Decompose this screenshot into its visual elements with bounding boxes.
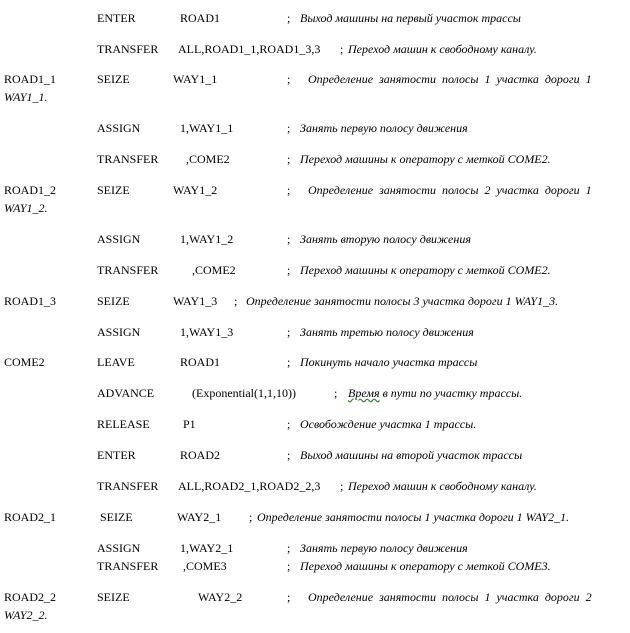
operand: WAY1_1 xyxy=(173,72,218,86)
operand: WAY1_2 xyxy=(173,183,218,197)
label: COME2 xyxy=(4,355,45,369)
comment-continuation: WAY1_1. xyxy=(4,90,48,104)
operator: SEIZE xyxy=(97,183,130,197)
operand: ,COME2 xyxy=(192,263,236,277)
operand: (Exponential(1,1,10)) xyxy=(192,386,296,400)
separator: ; xyxy=(287,541,291,555)
separator: ; xyxy=(249,510,253,524)
operand: ,COME3 xyxy=(183,559,227,573)
operand: WAY2_1 xyxy=(177,510,222,524)
separator: ; xyxy=(334,386,338,400)
operator: TRANSFER xyxy=(97,263,159,277)
comment: Определение занятости полосы 1 участка дороги 1 xyxy=(308,72,592,86)
operator: TRANSFER xyxy=(97,559,159,573)
separator: ; xyxy=(287,448,291,462)
label: ROAD1_1 xyxy=(4,72,57,86)
comment-continuation: WAY1_2. xyxy=(4,201,48,215)
operand: P1 xyxy=(183,417,196,431)
operator: LEAVE xyxy=(97,355,135,369)
comment: Занять третью полосу движения xyxy=(300,325,474,339)
operand: ALL,ROAD2_1,ROAD2_2,3 xyxy=(178,479,321,493)
separator: ; xyxy=(287,11,291,25)
label: ROAD2_1 xyxy=(4,510,57,524)
comment: Определение занятости полосы 1 участка дороги 1 WAY2_1. xyxy=(257,510,570,524)
operand: ALL,ROAD1_1,ROAD1_3,3 xyxy=(178,42,321,56)
separator: ; xyxy=(340,42,344,56)
operator: ASSIGN xyxy=(97,325,141,339)
operator: SEIZE xyxy=(97,294,130,308)
comment: Покинуть начало участка трассы xyxy=(300,355,478,369)
comment xyxy=(348,386,522,400)
operand: 1,WAY1_2 xyxy=(180,232,234,246)
separator: ; xyxy=(287,325,291,339)
comment: Определение занятости полосы 1 участка дороги 2 xyxy=(308,590,592,604)
label: ROAD1_3 xyxy=(4,294,57,308)
operator: SEIZE xyxy=(97,590,130,604)
separator: ; xyxy=(287,72,291,86)
comment-rest: в пути по участку трассы. xyxy=(379,386,523,400)
separator: ; xyxy=(234,294,238,308)
operand: ROAD1 xyxy=(180,11,221,25)
label: ROAD1_2 xyxy=(4,183,57,197)
operator: ADVANCE xyxy=(97,386,155,400)
operand: ,COME2 xyxy=(186,152,230,166)
operator: SEIZE xyxy=(100,510,133,524)
separator: ; xyxy=(287,232,291,246)
operator: RELEASE xyxy=(97,417,150,431)
separator: ; xyxy=(287,355,291,369)
comment: Переход машин к свободному каналу. xyxy=(348,479,537,493)
separator: ; xyxy=(340,479,344,493)
comment: Определение занятости полосы 2 участка дороги 1 xyxy=(308,183,592,197)
operand: 1,WAY2_1 xyxy=(180,541,234,555)
operator: ENTER xyxy=(97,11,136,25)
separator: ; xyxy=(287,417,291,431)
operand: 1,WAY1_1 xyxy=(180,121,234,135)
operator: ASSIGN xyxy=(97,121,141,135)
comment: Выход машины на второй участок трассы xyxy=(300,448,523,462)
separator: ; xyxy=(287,183,291,197)
comment: Занять вторую полосу движения xyxy=(300,232,471,246)
operand: WAY2_2 xyxy=(198,590,243,604)
label: ROAD2_2 xyxy=(4,590,57,604)
comment-continuation: WAY2_2. xyxy=(4,608,48,622)
operator: ASSIGN xyxy=(97,232,141,246)
operator: TRANSFER xyxy=(97,152,159,166)
comment: Выход машины на первый участок трассы xyxy=(300,11,521,25)
separator: ; xyxy=(287,559,291,573)
separator: ; xyxy=(287,121,291,135)
operator: ENTER xyxy=(97,448,136,462)
operator: ASSIGN xyxy=(97,541,141,555)
operator: TRANSFER xyxy=(97,479,159,493)
operator: TRANSFER xyxy=(97,42,159,56)
comment: Переход машин к свободному каналу. xyxy=(348,42,537,56)
operand: ROAD2 xyxy=(180,448,221,462)
comment-underlined-word: Время xyxy=(348,386,380,400)
separator: ; xyxy=(287,263,291,277)
operator: SEIZE xyxy=(97,72,130,86)
comment: Переход машины к оператору с меткой COME2. xyxy=(300,263,551,277)
comment: Освобождение участка 1 трассы. xyxy=(300,417,477,431)
separator: ; xyxy=(287,590,291,604)
comment: Занять первую полосу движения xyxy=(300,121,468,135)
comment: Переход машины к оператору с меткой COME3. xyxy=(300,559,551,573)
comment: Занять первую полосу движения xyxy=(300,541,468,555)
operand: WAY1_3 xyxy=(173,294,218,308)
comment: Определение занятости полосы 3 участка дороги 1 WAY1_3. xyxy=(246,294,559,308)
separator: ; xyxy=(287,152,291,166)
operand: ROAD1 xyxy=(180,355,221,369)
comment: Переход машины к оператору с меткой COME2. xyxy=(300,152,551,166)
operand: 1,WAY1_3 xyxy=(180,325,234,339)
